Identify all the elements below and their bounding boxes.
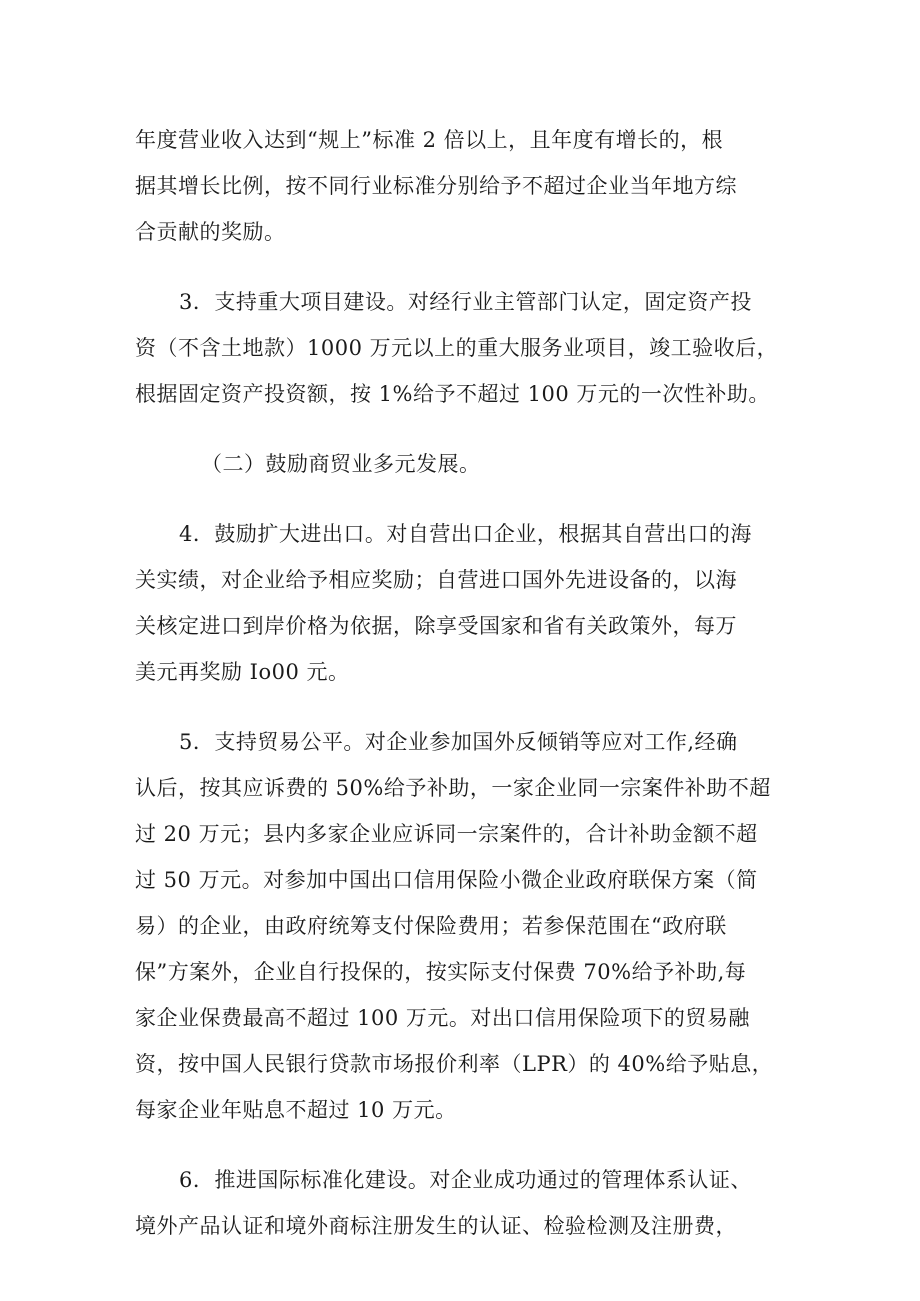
text-line: 过 20 万元；县内多家企业应诉同一宗案件的，合计补助金额不超 [135,822,758,846]
text-line: 易）的企业，由政府统筹支付保险费用；若参保范围在“政府联 [135,914,727,938]
text-line: 过 50 万元。对参加中国出口信用保险小微企业政府联保方案（简 [135,868,758,892]
section-heading-2 [135,441,825,487]
text-line: 认后，按其应诉费的 50%给予补助，一家企业同一宗案件补助不超 [135,776,771,800]
text-line: 境外产品认证和境外商标注册发生的认证、检验检测及注册费， [135,1214,737,1238]
paragraph-gap [135,695,825,719]
paragraph-gap [135,417,825,441]
paragraph-gap [135,487,825,511]
paragraph-item-4 [135,511,825,695]
paragraph-item-3 [135,279,825,417]
text-line: 根据固定资产投资额，按 1%给予不超过 100 万元的一次性补助。 [135,382,770,406]
text-line: 资，按中国人民银行贷款市场报价利率（LPR）的 40%给予贴息， [135,1052,774,1076]
paragraph-gap [135,255,825,279]
text-line: 4．鼓励扩大进出口。对自营出口企业，根据其自营出口的海 [179,522,752,546]
text-line: 合贡献的奖励。 [135,220,286,244]
text-line: 6．推进国际标准化建设。对企业成功通过的管理体系认证、 [179,1168,752,1192]
paragraph-item-5 [135,719,825,1133]
paragraph-continuation [135,117,825,255]
text-line: 据其增长比例，按不同行业标准分别给予不超过企业当年地方综 [135,174,737,198]
text-line: 关实绩，对企业给予相应奖励；自营进口国外先进设备的，以海 [135,568,737,592]
text-line: 家企业保费最高不超过 100 万元。对出口信用保险项下的贸易融 [135,1006,750,1030]
document-body [135,117,825,1249]
text-line: 美元再奖励 Io00 元。 [135,660,350,684]
text-line: 资（不含土地款）1000 万元以上的重大服务业项目，竣工验收后， [135,336,779,360]
text-line: 5．支持贸易公平。对企业参加国外反倾销等应对工作,经确 [179,730,738,754]
text-line: 保”方案外，企业自行投保的，按实际支付保费 70%给予补助,每 [135,960,747,984]
text-line: 每家企业年贴息不超过 10 万元。 [135,1098,457,1122]
text-line: 关核定进口到岸价格为依据，除享受国家和省有关政策外，每万 [135,614,737,638]
paragraph-item-6 [135,1157,825,1249]
paragraph-gap [135,1133,825,1157]
section-heading-text: （二）鼓励商贸业多元发展。 [201,452,481,476]
text-line: 年度营业收入达到“规上”标准 2 倍以上，且年度有增长的，根 [135,128,724,152]
text-line: 3．支持重大项目建设。对经行业主管部门认定，固定资产投 [179,290,752,314]
